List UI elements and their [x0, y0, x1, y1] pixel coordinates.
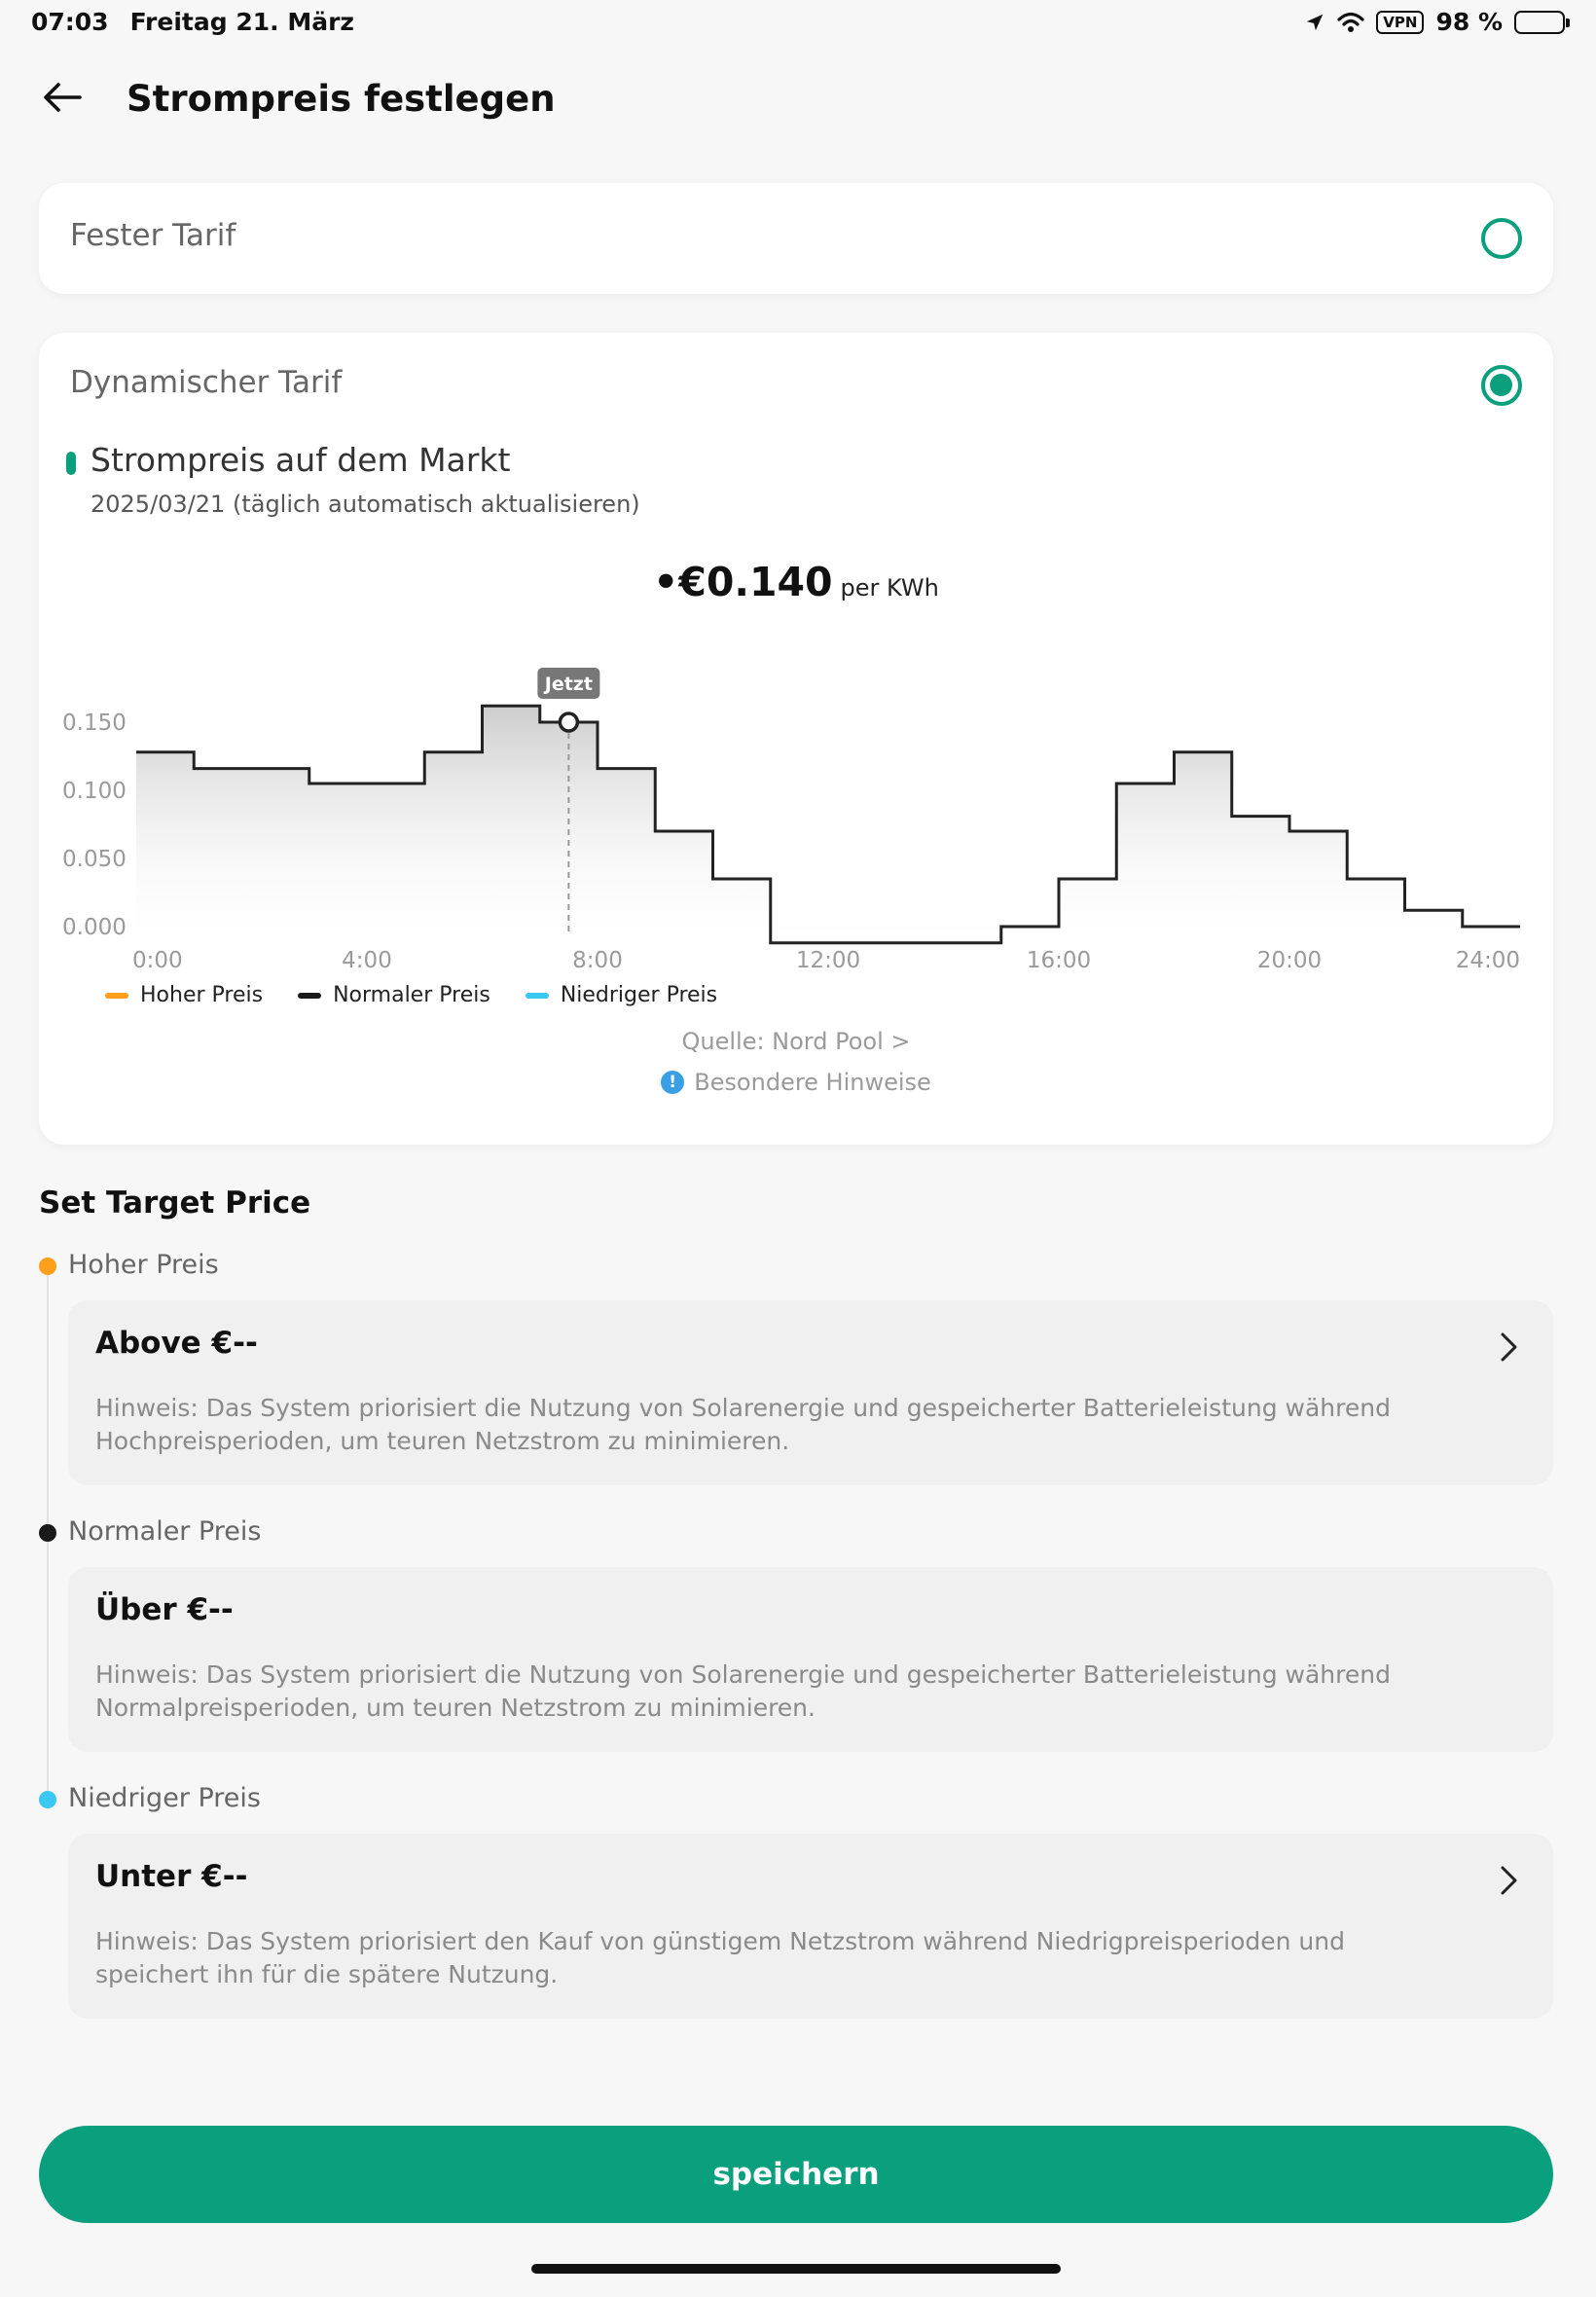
low-price-card[interactable]: [68, 1834, 1553, 2019]
source-link[interactable]: Quelle: Nord Pool >: [681, 1028, 911, 1055]
x-tick-label: 20:00: [1256, 948, 1323, 973]
y-tick-label: 0.000: [62, 915, 127, 940]
page-title: Strompreis festlegen: [127, 78, 556, 120]
status-time: 07:03: [31, 8, 109, 36]
fixed-tariff-radio[interactable]: [1481, 218, 1522, 259]
vpn-badge: VPN: [1376, 11, 1424, 34]
high-price-value: Above €--: [95, 1326, 258, 1361]
legend-normal-swatch: [298, 993, 321, 999]
normal-price-dot: [39, 1524, 56, 1542]
legend-high-swatch: [105, 993, 128, 999]
high-price-dot: [39, 1258, 56, 1275]
normal-price-card[interactable]: [68, 1567, 1553, 1752]
legend-low-swatch: [526, 993, 549, 999]
dynamic-tariff-label: Dynamischer Tarif: [70, 365, 343, 400]
status-bar: [0, 0, 1596, 47]
target-section-title: Set Target Price: [39, 1185, 311, 1221]
status-left: [31, 8, 354, 36]
battery-percent: 98 %: [1435, 8, 1503, 36]
low-price-value: Unter €--: [95, 1859, 248, 1894]
location-icon: [1304, 12, 1325, 33]
back-arrow-icon[interactable]: [39, 74, 86, 121]
x-tick-label: 4:00: [342, 948, 392, 973]
price-area: [136, 706, 1520, 943]
special-notice-label: Besondere Hinweise: [694, 1069, 931, 1096]
chevron-right-icon: [1491, 1330, 1526, 1365]
legend-high: Hoher Preis: [105, 983, 263, 1007]
y-tick-label: 0.050: [62, 847, 127, 872]
high-price-label: Hoher Preis: [68, 1250, 219, 1280]
market-title: Strompreis auf dem Markt: [91, 441, 511, 479]
dynamic-tariff-radio[interactable]: [1481, 365, 1522, 406]
x-tick-label: 12:00: [795, 948, 861, 973]
status-right: [1304, 8, 1565, 36]
high-price-card[interactable]: [68, 1300, 1553, 1485]
high-price-hint: Hinweis: Das System priorisiert die Nutzung von Solarenergie und gespeicherter Batterieleistung während Hochpreisperioden, um teuren Netzstrom zu minimieren.: [95, 1394, 1391, 1455]
price-chart: [39, 605, 1553, 975]
legend-low: Niedriger Preis: [526, 983, 717, 1007]
home-indicator: [531, 2264, 1061, 2274]
market-accent-bar: [66, 452, 76, 475]
market-date: 2025/03/21 (täglich automatisch aktualisieren): [91, 491, 640, 518]
now-marker-dot: [560, 713, 577, 731]
low-price-label: Niedriger Preis: [68, 1783, 261, 1813]
normal-price-hint: Hinweis: Das System priorisiert die Nutzung von Solarenergie und gespeicherter Batterieleistung während Normalpreisperioden, um teuren Netzstrom zu minimieren.: [95, 1660, 1391, 1722]
normal-price-value: Über €--: [95, 1592, 234, 1627]
status-date: Freitag 21. März: [129, 8, 354, 36]
current-price-unit: per KWh: [840, 574, 939, 602]
normal-price-label: Normaler Preis: [68, 1516, 262, 1547]
x-tick-label: 24:00: [1455, 948, 1520, 973]
current-price-value: •€0.140: [653, 559, 833, 605]
fixed-tariff-label: Fester Tarif: [70, 218, 236, 253]
now-tooltip-label: Jetzt: [544, 674, 593, 695]
info-icon: !: [661, 1071, 684, 1094]
save-button[interactable]: speichern: [39, 2126, 1553, 2223]
battery-icon: [1514, 11, 1565, 34]
low-price-dot: [39, 1791, 56, 1808]
legend-normal: Normaler Preis: [298, 983, 490, 1007]
chevron-right-icon: [1491, 1863, 1526, 1898]
x-tick-label: 8:00: [572, 948, 623, 973]
special-notice-link[interactable]: [39, 1069, 1553, 1096]
chart-legend: [105, 983, 717, 1007]
x-tick-label: 16:00: [1026, 948, 1092, 973]
y-tick-label: 0.100: [62, 779, 127, 804]
low-price-hint: Hinweis: Das System priorisiert den Kauf von günstigem Netzstrom während Niedrigpreisperioden und speichert ihn für die spätere Nutzung.: [95, 1927, 1345, 1988]
y-tick-label: 0.150: [62, 711, 127, 736]
current-price: [39, 559, 1553, 605]
fixed-tariff-card[interactable]: [39, 183, 1553, 294]
dynamic-tariff-card[interactable]: [39, 333, 1553, 1145]
x-tick-label: 0:00: [132, 948, 183, 973]
wifi-icon: [1337, 12, 1364, 33]
